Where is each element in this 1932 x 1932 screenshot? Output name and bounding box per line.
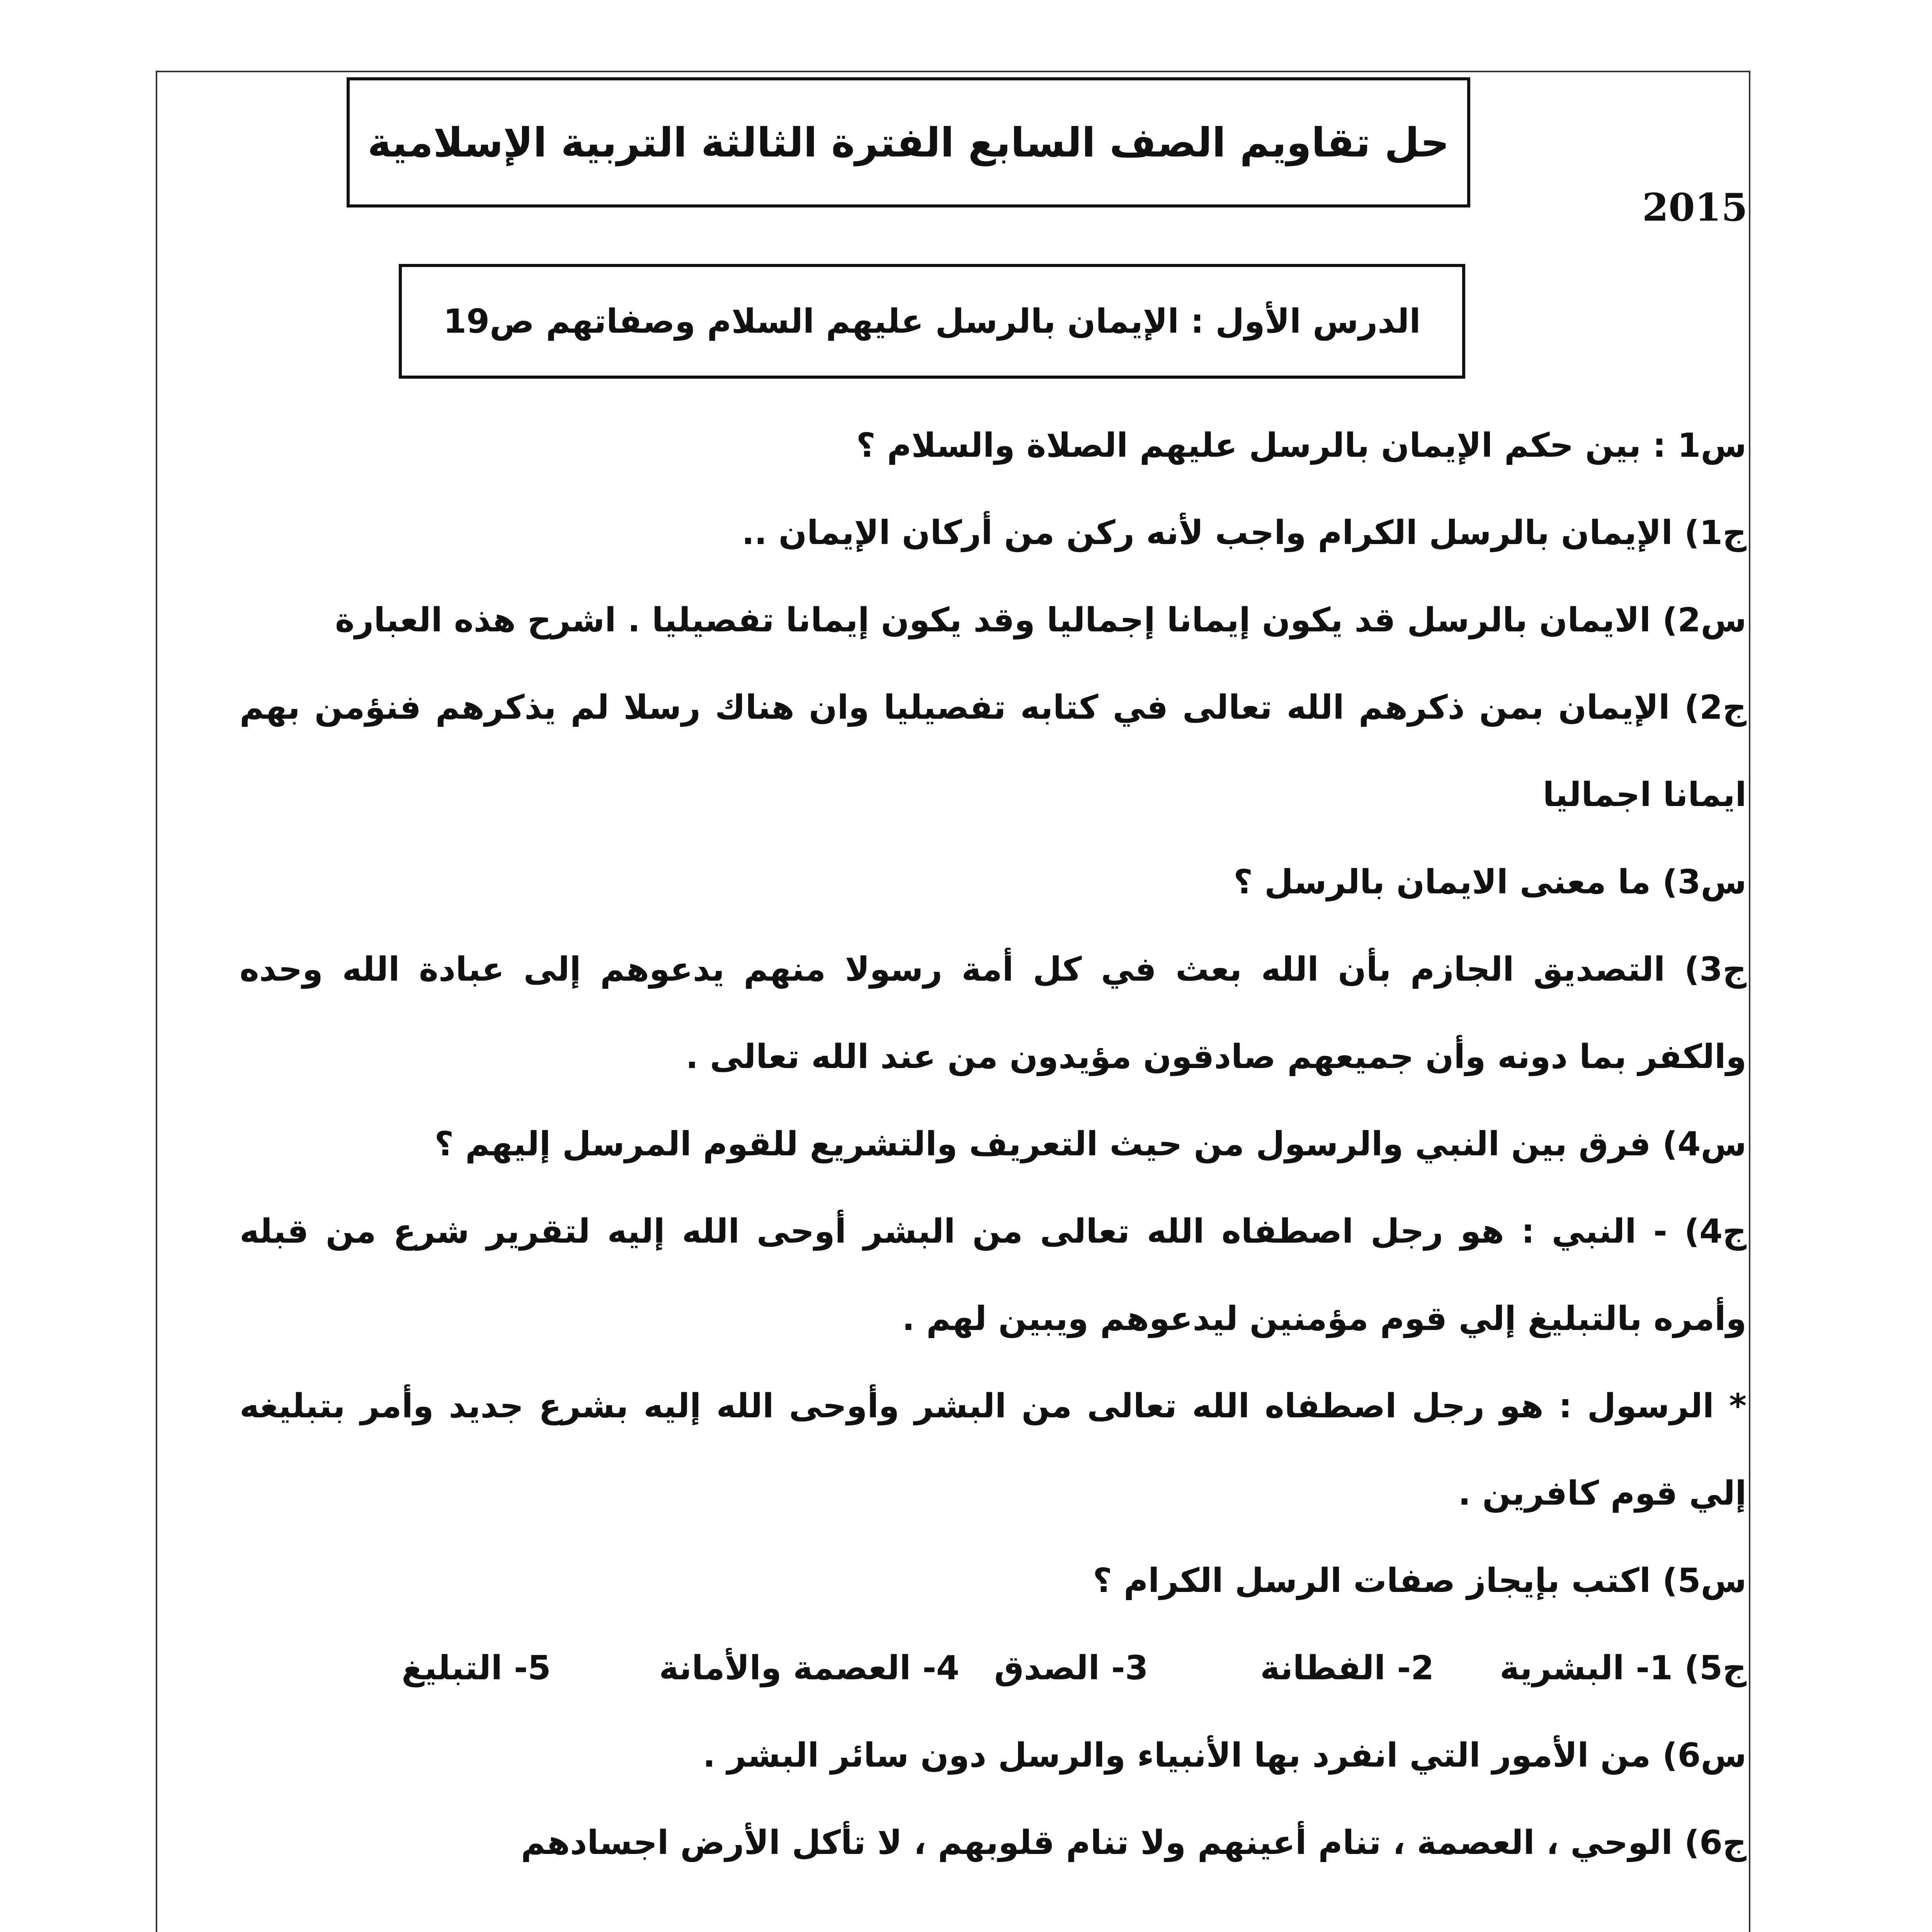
- answer-5-item: 2- الفطانة: [1260, 1649, 1434, 1687]
- answer-1: ج1) الإيمان بالرسل الكرام واجب لأنه ركن من أركان الإيمان ..: [742, 514, 1747, 552]
- answer-6: ج6) الوحي ، العصمة ، تنام أعينهم ولا تنام قلوبهم ، لا تأكل الأرض اجسادهم: [521, 1823, 1747, 1862]
- answer-2: ج2) الإيمان بمن ذكرهم الله تعالى في كتابه تفصيليا وان هناك رسلا لم يذكرهم فنؤمن بهم ايمانا اجماليا: [240, 688, 1747, 814]
- qa-content: [240, 402, 1747, 1886]
- answer-3: ج3) التصديق الجازم بأن الله بعث في كل أمة رسولا منهم يدعوهم إلى عبادة الله وحده والكفر بما دونه وأن جميعهم صادقون مؤيدون من عند الله تعالى .: [240, 950, 1747, 1076]
- question-6: س6) من الأمور التي انفرد بها الأنبياء والرسل دون سائر البشر .: [702, 1736, 1747, 1775]
- answer-5-item: 5- التبليغ: [401, 1649, 551, 1687]
- question-3: س3) ما معنى الايمان بالرسل ؟: [1233, 863, 1747, 901]
- question-5: س5) اكتب بإيجاز صفات الرسل الكرام ؟: [1093, 1561, 1747, 1600]
- answer-4-messenger: * الرسول : هو رجل اصطفاه الله تعالى من البشر وأوحى الله إليه بشرع جديد وأمر بتبليغه إلي قوم كافرين .: [240, 1387, 1747, 1513]
- answer-5-item: ج5) 1- البشرية: [1500, 1649, 1747, 1687]
- answer-5-item: 3- الصدق: [994, 1649, 1148, 1687]
- page-title: حل تقاويم الصف السابع الفترة الثالثة التربية الإسلامية: [367, 119, 1449, 166]
- lesson-box: [399, 264, 1465, 379]
- title-box: [347, 77, 1470, 207]
- answer-5-list: [240, 1624, 1747, 1712]
- question-2: س2) الايمان بالرسل قد يكون إيمانا إجماليا وقد يكون إيمانا تفصيليا . اشرح هذه العبارة: [335, 601, 1747, 639]
- lesson-title: الدرس الأول : الإيمان بالرسل عليهم السلام وصفاتهم ص19: [443, 302, 1421, 341]
- question-1: س1 : بين حكم الإيمان بالرسل عليهم الصلاة والسلام ؟: [856, 426, 1747, 465]
- answer-4-prophet: ج4) - النبي : هو رجل اصطفاه الله تعالى من البشر أوحى الله إليه لتقرير شرع من قبله وأمره بالتبليغ إلي قوم مؤمنين ليدعوهم ويبين لهم .: [240, 1212, 1747, 1338]
- year-label: 2015: [1642, 185, 1748, 230]
- answer-5-item: 4- العصمة والأمانة: [659, 1649, 959, 1687]
- question-4: س4) فرق بين النبي والرسول من حيث التعريف والتشريع للقوم المرسل إليهم ؟: [434, 1125, 1747, 1163]
